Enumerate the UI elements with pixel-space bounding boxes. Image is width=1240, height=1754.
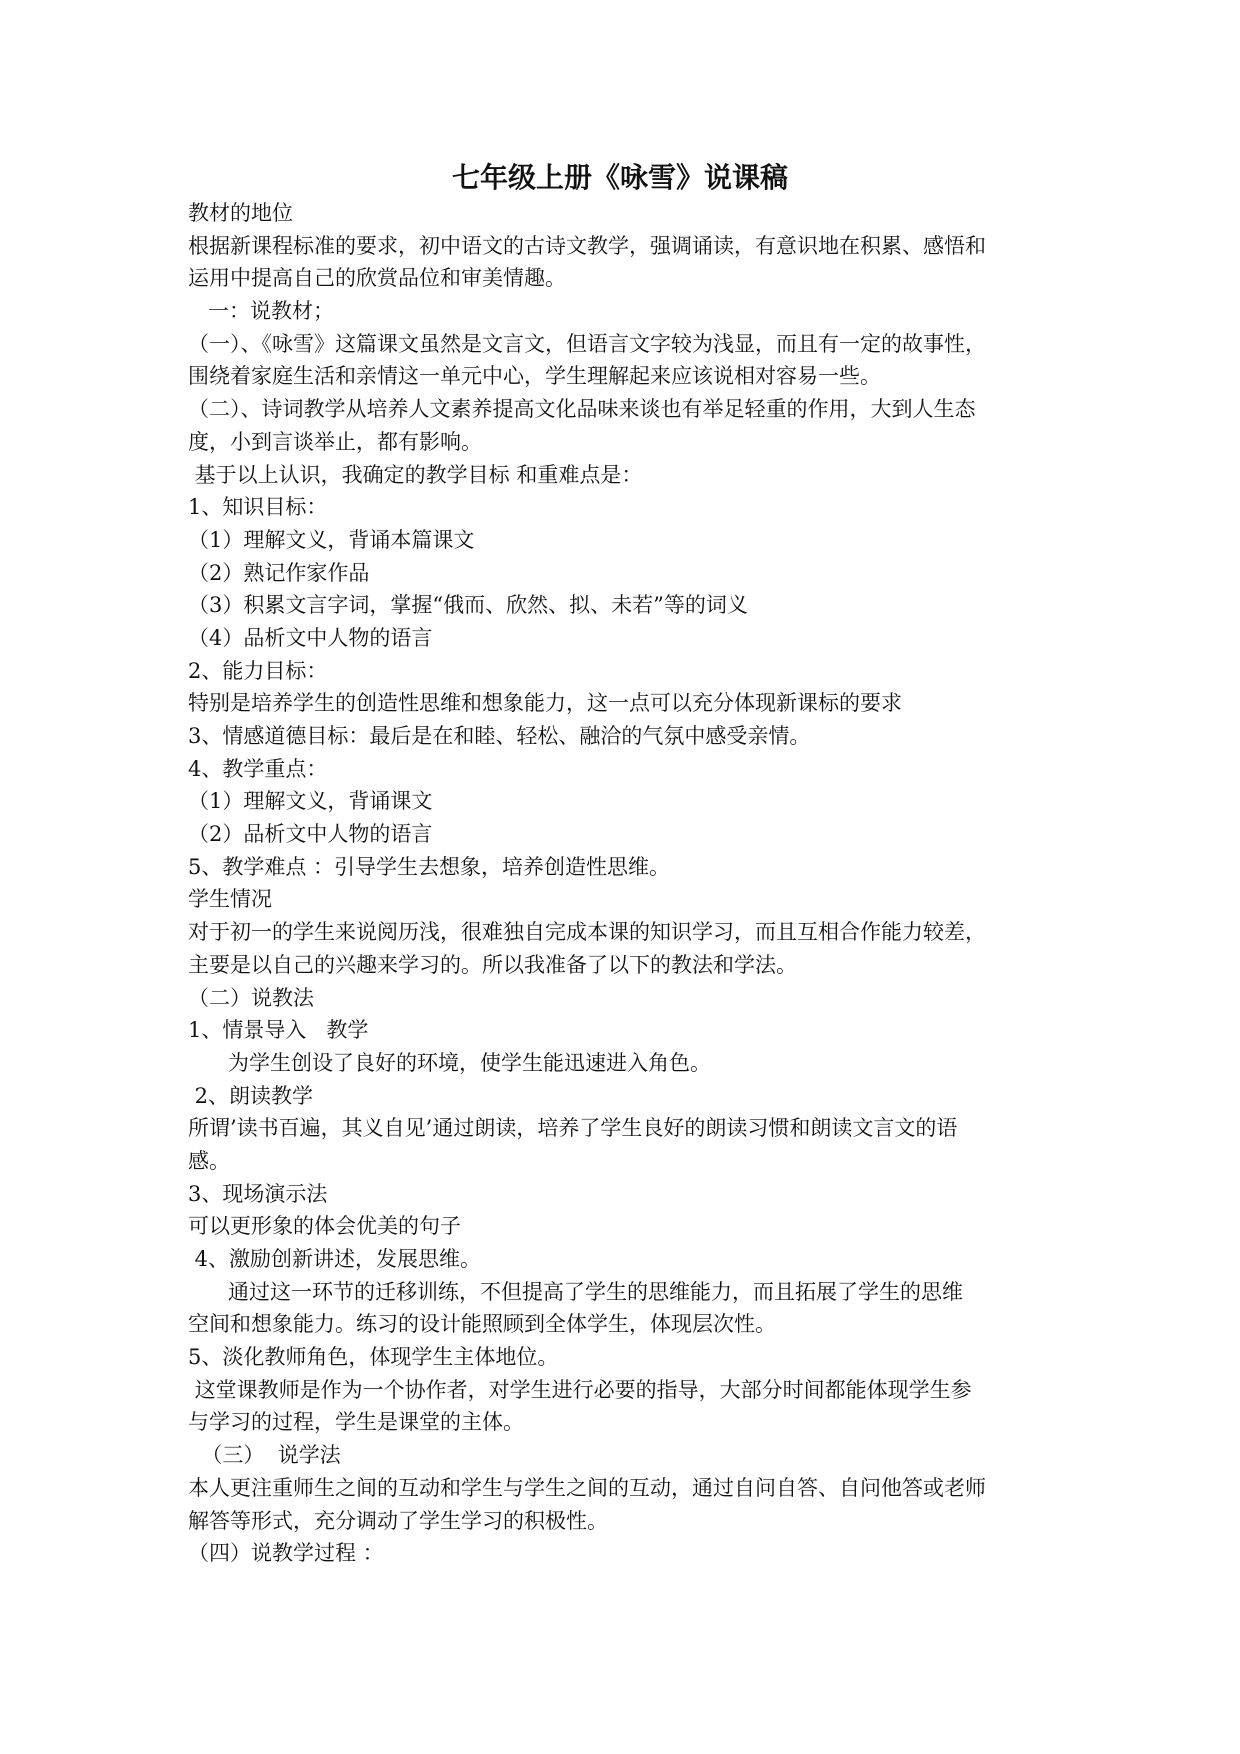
text-line: 运用中提高自己的欣赏品位和审美情趣。 (188, 266, 566, 291)
text-line: 2、能力目标： (188, 658, 328, 683)
text-line: （2）品析文中人物的语言 (188, 822, 433, 847)
text-line: （4）品析文中人物的语言 (188, 625, 433, 650)
text-line: 3、情感道德目标：最后是在和睦、轻松、融洽的气氛中感受亲情。 (188, 724, 811, 748)
text-line: （3）积累文言字词，掌握“俄而、欣然、拟、未若”等的词义 (188, 593, 748, 618)
text-line: （四）说教学过程 ： (188, 1541, 384, 1566)
text-line: 与学习的过程，学生是课堂的主体。 (188, 1410, 524, 1435)
text-line: 主要是以自己的兴趣来学习的。所以我准备了以下的教法和学法。 (188, 952, 797, 977)
text-line: （二）、诗词教学从培养人文素养提高文化品味来谈也有举足轻重的作用，大到人生态 (188, 397, 976, 422)
text-line: 5、淡化教师角色，体现学生主体地位。 (188, 1345, 559, 1370)
text-line: 所谓’读书百遍，其义自见’通过朗读，培养了学生良好的朗读习惯和朗读文言文的语 (188, 1116, 958, 1141)
text-line: 解答等形式，充分调动了学生学习的积极性。 (188, 1508, 608, 1533)
text-line: （一）、《咏雪》这篇课文虽然是文言文，但语言文字较为浅显，而且有一定的故事性， (188, 331, 986, 356)
text-line: 空间和想象能力。练习的设计能照顾到全体学生，体现层次性。 (188, 1312, 776, 1337)
text-line: 4、激励创新讲述，发展思维。 (188, 1247, 482, 1271)
text-line: 特别是培养学生的创造性思维和想象能力，这一点可以充分体现新课标的要求 (188, 691, 902, 716)
text-line: 学生情况 (188, 887, 272, 912)
text-line: 可以更形象的体会优美的句子 (188, 1214, 461, 1239)
document-body (188, 197, 1068, 1570)
text-line: 基于以上认识，我确定的教学目标 和重难点是： (188, 462, 643, 487)
text-line: 3、现场演示法 (188, 1181, 328, 1206)
text-line: 5、教学难点 ：引导学生去想象，培养创造性思维。 (188, 854, 671, 879)
text-line: 对于初一的学生来说阅历浅，很难独自完成本课的知识学习，而且互相合作能力较差， (188, 920, 986, 945)
text-line: 教材的地位 (188, 201, 293, 225)
text-line: 1、知识目标： (188, 495, 328, 520)
text-line: 为学生创设了良好的环境，使学生能迅速进入角色。 (188, 1050, 712, 1075)
text-line: 1、情景导入 教学 (188, 1018, 369, 1043)
text-line: 一：说教材； (188, 299, 335, 324)
text-line: 围绕着家庭生活和亲情这一单元中心，学生理解起来应该说相对容易一些。 (188, 364, 881, 389)
text-line: 4、教学重点： (188, 756, 328, 781)
text-line: 本人更注重师生之间的互动和学生与学生之间的互动，通过自问自答、自问他答或老师 (188, 1475, 986, 1500)
text-line: （1）理解文义，背诵课文 (188, 789, 433, 814)
text-line: 这堂课教师是作为一个协作者，对学生进行必要的指导，大部分时间都能体现学生参 (188, 1377, 972, 1402)
text-line: （1）理解文义，背诵本篇课文 (188, 527, 475, 552)
text-line: 根据新课程标准的要求，初中语文的古诗文教学，强调诵读，有意识地在积累、感悟和 (188, 233, 986, 258)
document-title: 七年级上册《咏雪》说课稿 (451, 161, 788, 194)
text-line: 感。 (188, 1148, 230, 1173)
text-line: 2、朗读教学 (188, 1083, 314, 1108)
text-line: （2）熟记作家作品 (188, 560, 370, 585)
text-line: 通过这一环节的迁移训练，不但提高了学生的思维能力，而且拓展了学生的思维 (188, 1279, 964, 1304)
text-line: （二）说教法 (188, 985, 314, 1010)
text-line: 度，小到言谈举止，都有影响。 (188, 429, 482, 454)
text-line: （三） 说学法 (188, 1443, 341, 1468)
